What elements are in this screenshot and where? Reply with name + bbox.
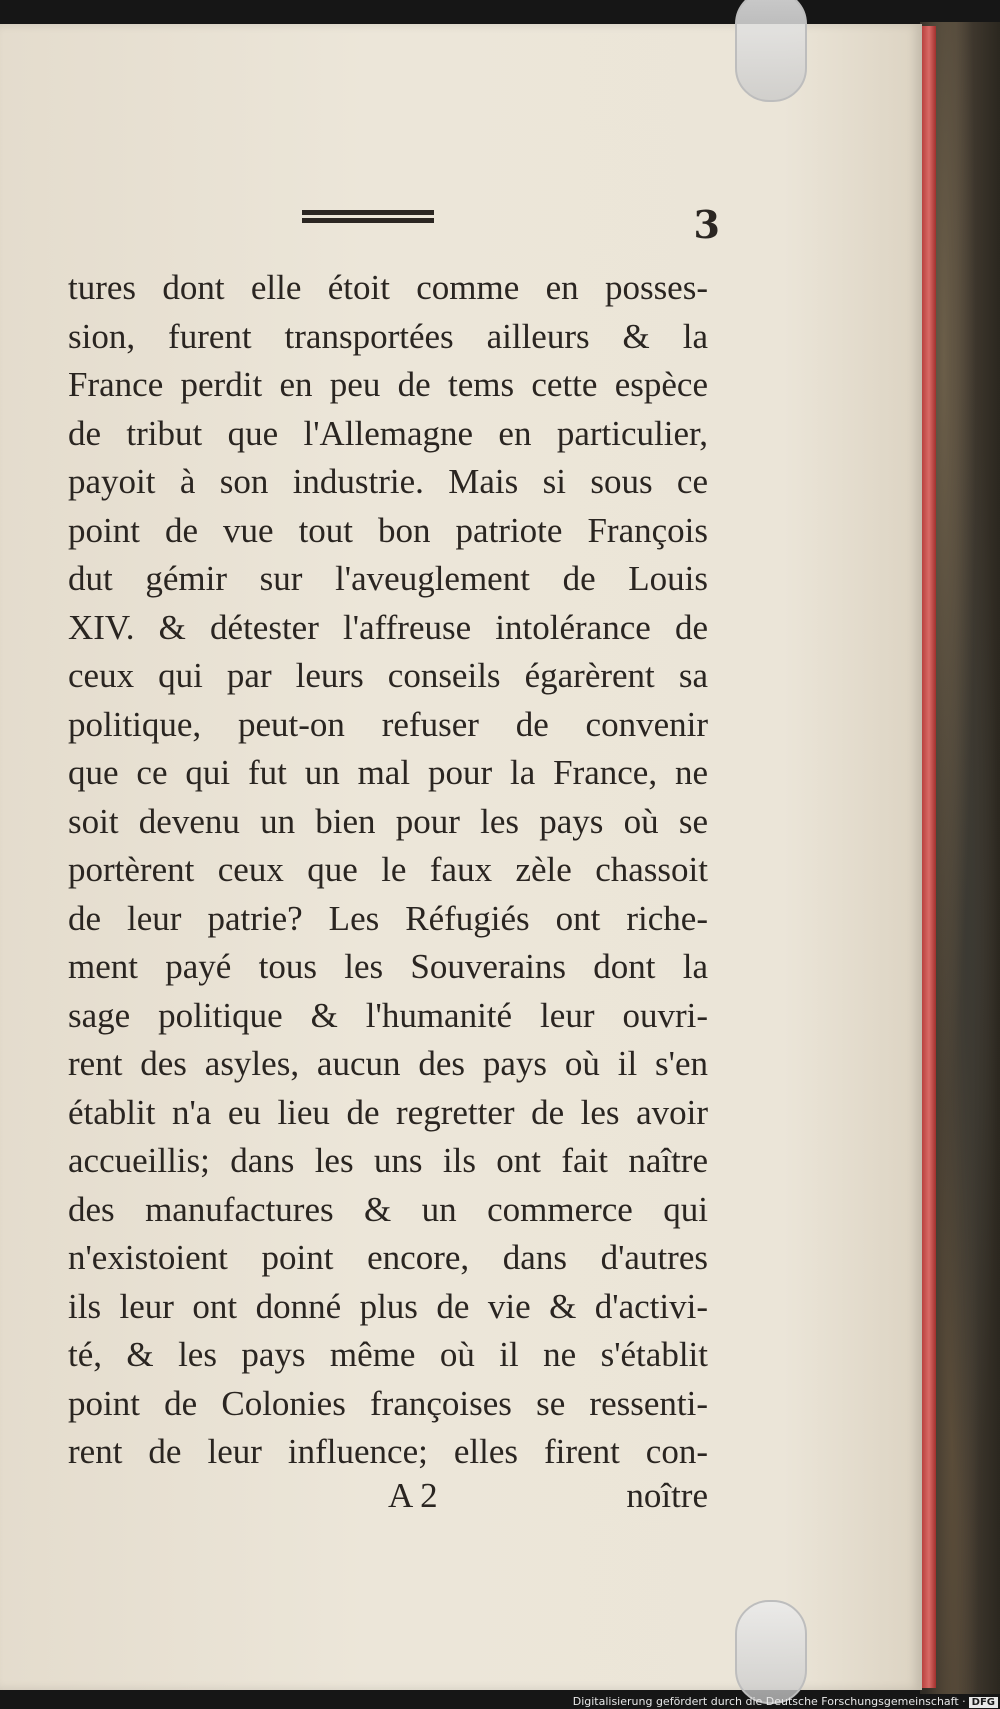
digitization-credit: Digitalisierung gefördert durch die Deutsche Forschungsgemeinschaft · DFG — [573, 1695, 998, 1708]
page-edge — [922, 26, 936, 1688]
text-line: politique, peut-on refuser de convenir — [68, 704, 708, 744]
page-number: 3 — [693, 202, 720, 247]
text-line: soit devenu un bien pour les pays où se — [68, 801, 708, 841]
text-line: ment payé tous les Souverains dont la — [68, 947, 708, 986]
text-line: dut gémir sur l'aveuglement de Louis — [68, 559, 708, 598]
text-line: des manufactures & un commerce qui — [68, 1189, 708, 1229]
text-line: établit n'a eu lieu de regretter de les avoir — [68, 1092, 708, 1132]
page-clip-top — [735, 0, 807, 102]
ornament-bar — [302, 210, 434, 215]
text-line: rent de leur influence; elles firent con- — [68, 1432, 708, 1471]
book-page — [0, 24, 922, 1690]
text-line: sion, furent transportées ailleurs & la — [68, 316, 708, 356]
dfg-logo: DFG — [969, 1697, 998, 1708]
page-footer — [68, 1476, 708, 1526]
text-line: accueillis; dans les uns ils ont fait naître — [68, 1141, 708, 1180]
text-line: portèrent ceux que le faux zèle chassoit — [68, 850, 708, 889]
text-line: ils leur ont donné plus de vie & d'activi- — [68, 1286, 708, 1326]
text-line: ceux qui par leurs conseils égarèrent sa — [68, 656, 708, 695]
signature-mark: A 2 — [388, 1476, 438, 1515]
text-line: point de vue tout bon patriote François — [68, 510, 708, 550]
text-line: que ce qui fut un mal pour la France, ne — [68, 753, 708, 792]
ornament-bar — [302, 218, 434, 223]
body-text — [68, 264, 708, 1477]
text-line: tures dont elle étoit comme en posses- — [68, 268, 708, 307]
text-line: payoit à son industrie. Mais si sous ce — [68, 462, 708, 501]
text-line: France perdit en peu de tems cette espèce — [68, 365, 708, 404]
catchword: noître — [626, 1476, 708, 1515]
credit-text: Digitalisierung gefördert durch die Deutsche Forschungsgemeinschaft — [572, 1695, 959, 1708]
page-clip-bottom — [735, 1600, 807, 1704]
text-line: de tribut que l'Allemagne en particulier, — [68, 413, 708, 453]
text-line: sage politique & l'humanité leur ouvri- — [68, 995, 708, 1035]
text-line: n'existoient point encore, dans d'autres — [68, 1238, 708, 1277]
text-line: point de Colonies françoises se ressenti- — [68, 1383, 708, 1423]
text-line: XIV. & détester l'affreuse intolérance de — [68, 607, 708, 647]
header-ornament — [302, 210, 434, 224]
text-line: té, & les pays même où il ne s'établit — [68, 1335, 708, 1374]
text-line: de leur patrie? Les Réfugiés ont riche- — [68, 898, 708, 938]
text-line: rent des asyles, aucun des pays où il s'en — [68, 1044, 708, 1083]
